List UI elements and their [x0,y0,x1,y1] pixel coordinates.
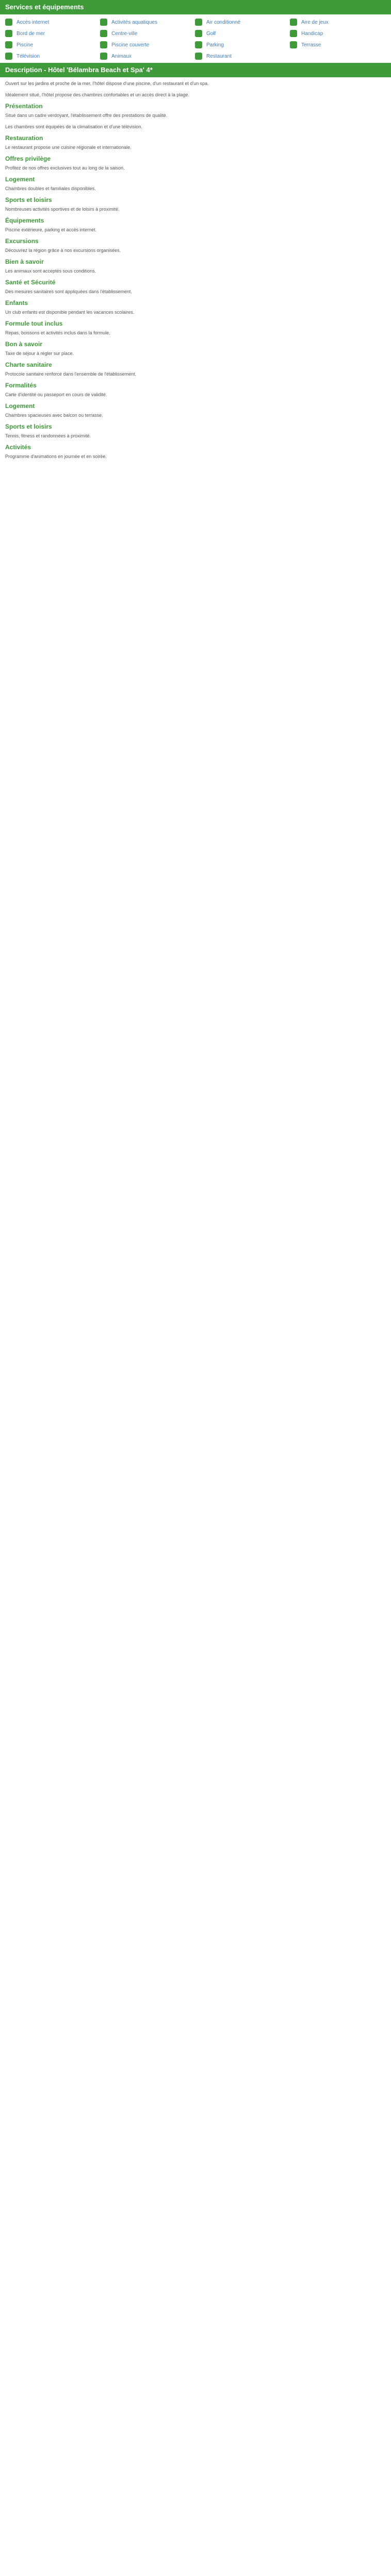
paragraph: Tennis, fitness et randonnées à proximité. [5,433,91,438]
paragraph: Repas, boissons et activités inclus dans la formule. [5,330,110,335]
service-label: Parking [206,42,224,48]
service-label: Restaurant [206,53,232,59]
paragraph: Programme d'animations en journée et en soirée. [5,454,107,459]
paragraph: Chambres doubles et familiales disponibles. [5,186,96,191]
service-item [5,16,100,28]
section-heading: Charte sanitaire [5,361,52,368]
service-item [195,50,290,62]
terrace-icon [290,41,297,48]
section-heading: Sports et loisirs [5,423,52,430]
service-label: Aire de jeux [301,19,329,25]
services-header: Services et équipements [0,0,391,14]
wave-icon [5,30,12,37]
section-heading: Santé et Sécurité [5,279,56,286]
services-row [5,39,386,50]
service-label: Handicap [301,30,323,37]
restaurant-icon [195,53,202,60]
service-label: Bord de mer [17,30,45,37]
service-item [5,50,100,62]
services-row [5,50,386,62]
service-label: Piscine [17,42,34,48]
pool-icon [5,41,12,48]
section-heading: Formule tout inclus [5,320,63,327]
wheelchair-icon [290,30,297,37]
paragraph: Ouvert sur les jardins et proche de la mer, l'hôtel dispose d'une piscine, d'un restaurant et d'un spa. [5,81,209,86]
section-heading: Bien à savoir [5,258,44,265]
wifi-icon [5,19,12,26]
service-label: Golf [206,30,216,37]
paragraph: Nombreuses activités sportives et de loisirs à proximité. [5,207,120,212]
service-item [100,39,195,50]
services-row [5,16,386,28]
paragraph: Taxe de séjour à régler sur place. [5,351,74,356]
description-header: Description - Hôtel 'Bélambra Beach et Spa' 4* [0,63,391,77]
paragraph: Les chambres sont équipées de la climatisation et d'une télévision. [5,124,142,129]
service-item [5,39,100,50]
service-label: Animaux [111,53,132,59]
service-label: Accès internet [17,19,50,25]
service-item [5,28,100,39]
paragraph: Découvrez la région grâce à nos excursions organisées. [5,248,121,253]
service-item [290,28,385,39]
service-label: Piscine couverte [111,42,150,48]
swim-icon [100,19,107,26]
service-label: Air conditionné [206,19,241,25]
description-content [0,77,391,460]
section-heading: Activités [5,444,31,451]
building-icon [100,30,107,37]
section-heading: Logement [5,176,35,183]
paragraph: Le restaurant propose une cuisine régionale et internationale. [5,145,132,150]
section-heading: Restauration [5,134,43,142]
paragraph: Des mesures sanitaires sont appliquées dans l'établissement. [5,289,132,294]
service-label: Télévision [17,53,40,59]
paragraph: Un club enfants est disponible pendant les vacances scolaires. [5,310,135,315]
paragraph: Piscine extérieure, parking et accès internet. [5,227,97,232]
service-item [195,28,290,39]
paragraph: Situé dans un cadre verdoyant, l'établissement offre des prestations de qualité. [5,113,168,118]
playground-icon [290,19,297,26]
service-item [100,16,195,28]
section-heading: Logement [5,402,35,410]
section-heading: Sports et loisirs [5,196,52,204]
service-item [290,39,385,50]
service-item [100,50,195,62]
section-heading: Équipements [5,217,44,224]
service-item [195,39,290,50]
section-heading: Offres privilège [5,155,51,162]
services-row [5,28,386,39]
paw-icon [100,53,107,60]
section-heading: Formalités [5,382,37,389]
service-item [100,28,195,39]
paragraph: Profitez de nos offres exclusives tout au long de la saison. [5,165,125,171]
service-label: Terrasse [301,42,321,48]
section-heading: Enfants [5,299,28,307]
paragraph: Carte d'identité ou passeport en cours de validité. [5,392,107,397]
service-item [195,16,290,28]
tv-icon [5,53,12,60]
paragraph: Chambres spacieuses avec balcon ou terrasse. [5,413,103,418]
indoor-pool-icon [100,41,107,48]
section-heading: Excursions [5,238,39,245]
section-heading: Bon à savoir [5,341,43,348]
paragraph: Idéalement situé, l'hôtel propose des chambres confortables et un accès direct à la plage. [5,92,189,97]
paragraph: Les animaux sont acceptés sous conditions. [5,268,96,274]
service-item [290,16,385,28]
services-grid [0,14,391,63]
snowflake-icon [195,19,202,26]
golf-icon [195,30,202,37]
service-label: Centre-ville [111,30,138,37]
paragraph: Protocole sanitaire renforcé dans l'ensemble de l'établissement. [5,371,137,377]
section-heading: Présentation [5,103,43,110]
parking-icon [195,41,202,48]
service-label: Activités aquatiques [111,19,157,25]
